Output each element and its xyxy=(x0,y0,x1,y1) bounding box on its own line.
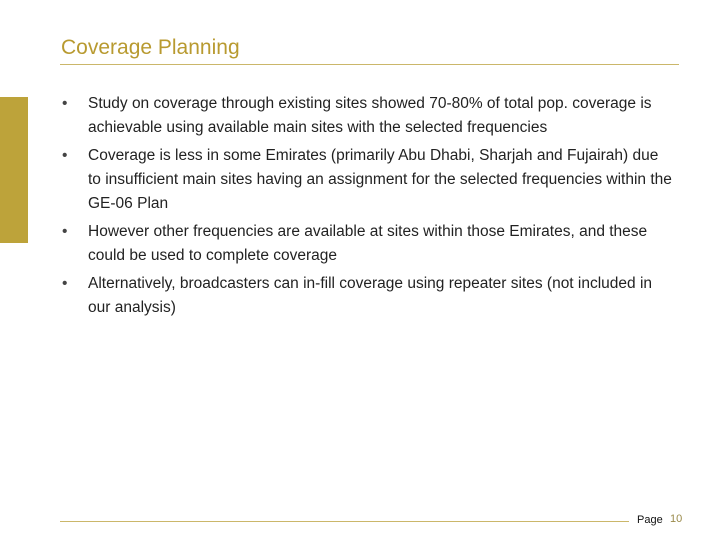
bullet-item xyxy=(60,144,675,216)
page-number: 10 xyxy=(670,513,683,525)
bullet-icon: • xyxy=(62,275,68,292)
bullet-text: Alternatively, broadcasters can in-fill coverage using repeater sites (not included in our analysis) xyxy=(88,275,653,316)
title-divider xyxy=(60,64,679,65)
accent-bar xyxy=(0,97,28,243)
bullet-icon: • xyxy=(62,147,68,164)
bullet-list xyxy=(60,92,675,324)
slide-title: Coverage Planning xyxy=(61,36,240,59)
bullet-text: Study on coverage through existing sites showed 70-80% of total pop. coverage is achievable using available main sites with the selected frequencies xyxy=(88,95,652,136)
bullet-icon: • xyxy=(62,95,68,112)
bullet-icon: • xyxy=(62,223,68,240)
bullet-item xyxy=(60,92,675,140)
bullet-text: Coverage is less in some Emirates (primarily Abu Dhabi, Sharjah and Fujairah) due to insufficient main sites having an assignment for the selected frequencies within the GE-06 Plan xyxy=(88,147,672,212)
page-label: Page xyxy=(637,514,663,526)
bullet-text: However other frequencies are available at sites within those Emirates, and these could be used to complete coverage xyxy=(88,223,648,264)
bullet-item xyxy=(60,272,675,320)
footer-divider xyxy=(60,521,629,522)
bullet-item xyxy=(60,220,675,268)
